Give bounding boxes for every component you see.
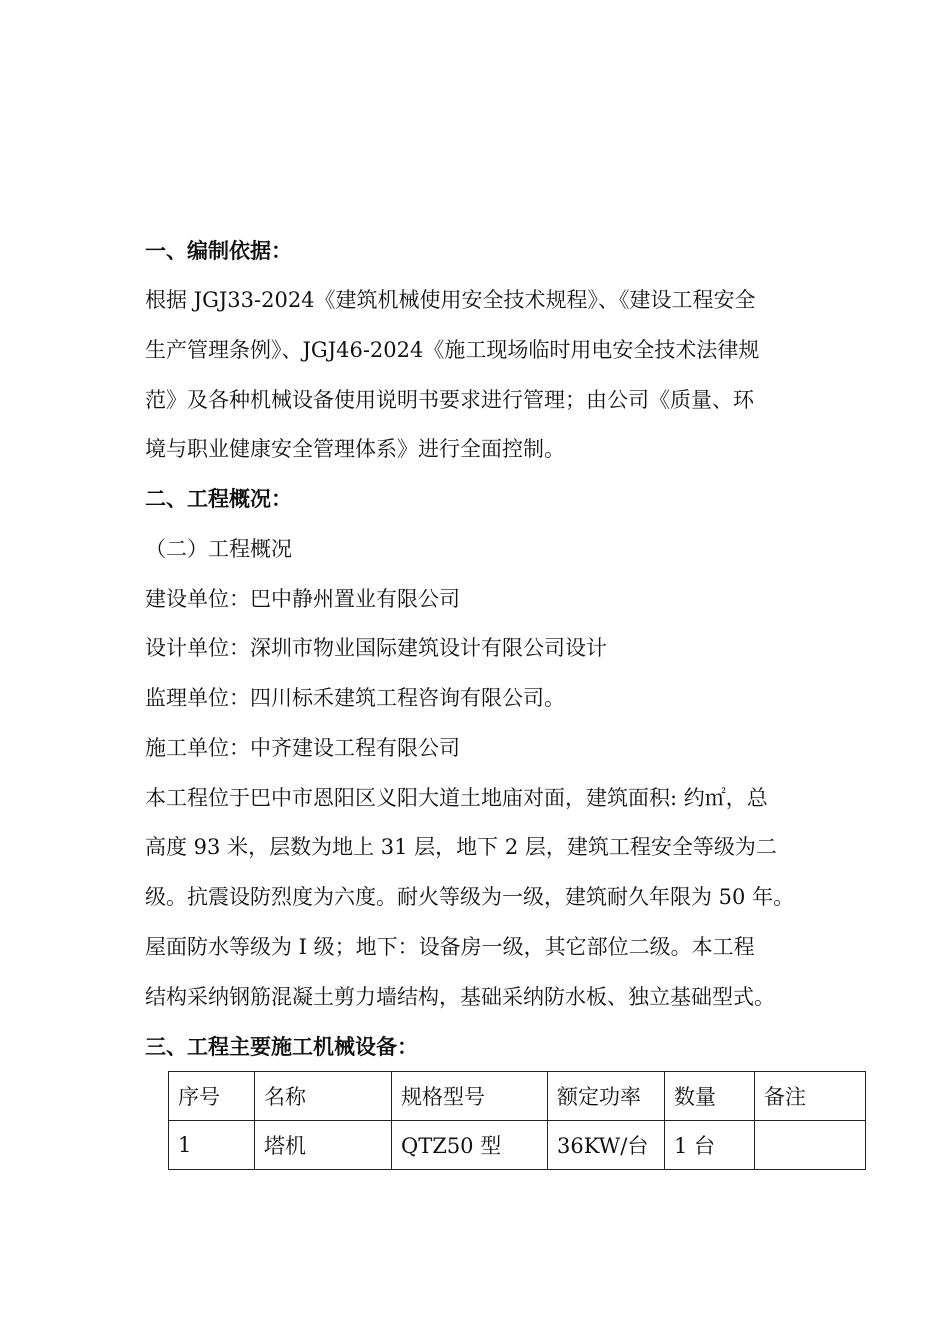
owner-unit: 建设单位：巴中静州置业有限公司 [145,587,460,611]
table-header-row [169,1072,866,1121]
basis-line-3: 范》及各种机械设备使用说明书要求进行管理；由公司《质量、环 [145,388,754,412]
header-cell-name: 名称 [255,1072,392,1121]
cell-power: 36KW/台 [548,1121,665,1170]
basis-line-1: 根据 JGJ33-2024《建筑机械使用安全技术规程》、《建设工程安全 [145,288,756,312]
cell-quantity: 1 台 [665,1121,755,1170]
section-1-heading: 一、编制依据： [145,238,292,263]
header-cell-power: 额定功率 [548,1072,665,1121]
header-cell-remarks: 备注 [755,1072,866,1121]
description-line-5: 结构采纳钢筋混凝土剪力墙结构，基础采纳防水板、独立基础型式。 [145,985,775,1009]
basis-line-4: 境与职业健康安全管理体系》进行全面控制。 [145,437,565,461]
cell-name: 塔机 [255,1121,392,1170]
header-cell-index: 序号 [169,1072,255,1121]
design-unit: 设计单位：深圳市物业国际建筑设计有限公司设计 [145,636,607,660]
cell-model: QTZ50 型 [392,1121,548,1170]
cell-index: 1 [169,1121,255,1170]
description-line-3: 级。抗震设防烈度为六度。耐火等级为一级，建筑耐久年限为 50 年。 [145,885,795,909]
equipment-table-wrapper [168,1071,866,1170]
table-row [169,1121,866,1170]
description-line-1: 本工程位于巴中市恩阳区义阳大道土地庙对面，建筑面积: 约㎡，总 [145,786,768,810]
equipment-table [168,1071,866,1170]
basis-line-2: 生产管理条例》、JGJ46-2024《施工现场临时用电安全技术法律规 [145,338,760,362]
cell-remarks [755,1121,866,1170]
header-cell-quantity: 数量 [665,1072,755,1121]
section-2-heading: 二、工程概况： [145,486,292,511]
section-2-subheading: （二）工程概况 [145,537,292,561]
description-line-4: 屋面防水等级为 I 级；地下：设备房一级，其它部位二级。本工程 [145,935,755,959]
section-3-heading: 三、工程主要施工机械设备： [145,1034,418,1059]
construction-unit: 施工单位：中齐建设工程有限公司 [145,736,460,760]
header-cell-model: 规格型号 [392,1072,548,1121]
description-line-2: 高度 93 米，层数为地上 31 层，地下 2 层，建筑工程安全等级为二 [145,835,777,859]
supervision-unit: 监理单位：四川标禾建筑工程咨询有限公司。 [145,686,565,710]
